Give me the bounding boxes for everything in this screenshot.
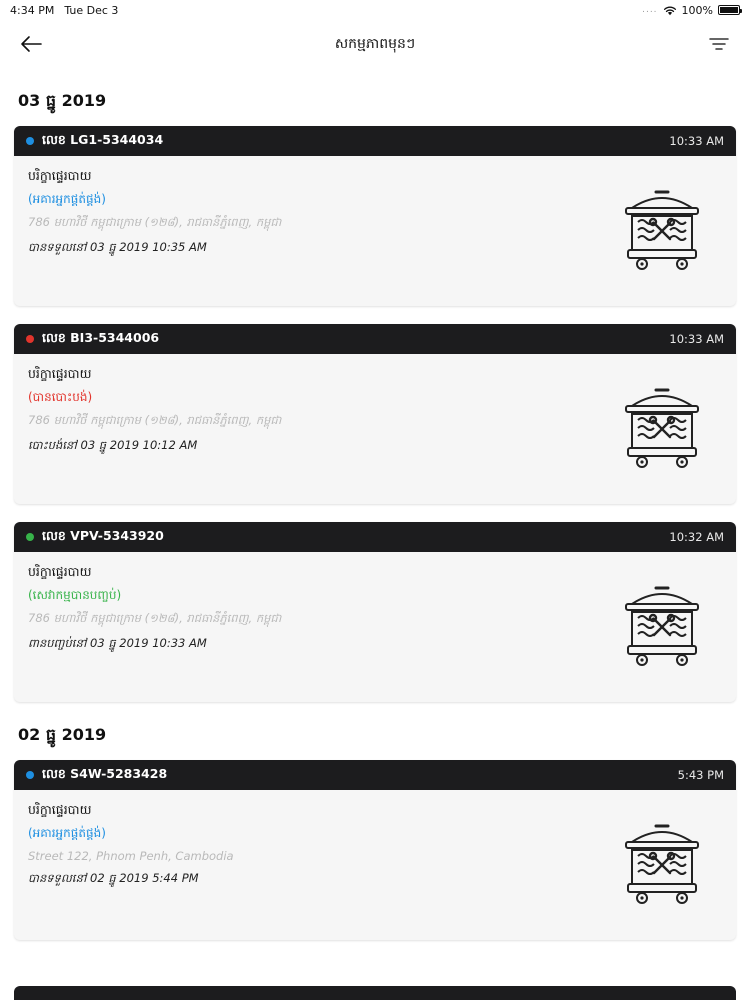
battery-icon	[718, 5, 740, 15]
catering-trolley-icon	[602, 366, 722, 488]
back-arrow-icon[interactable]	[16, 29, 46, 59]
catering-trolley-icon	[602, 168, 722, 290]
service-title: បរិក្ខាផ្ទេរបាយ	[28, 168, 92, 183]
activity-id: លេខ BI3-5344006	[42, 329, 160, 345]
status-time: 4:34 PM	[10, 3, 55, 17]
activity-time: 10:33 AM	[669, 134, 724, 148]
activity-time: 5:43 PM	[677, 768, 724, 782]
catering-trolley-icon	[602, 802, 722, 924]
service-address: Street 122, Phnom Penh, Cambodia	[28, 849, 234, 863]
service-title: បរិក្ខាផ្ទេរបាយ	[28, 366, 92, 381]
activity-card-header	[14, 760, 736, 790]
activity-id: លេខ S4W-5283428	[42, 765, 168, 781]
activity-card[interactable]	[14, 760, 736, 940]
service-meta: ពានបញ្ចប់នៅ 03 ធ្នូ 2019 10:33 AM	[28, 636, 207, 650]
service-address: 786 មហាវិថី កម្ពុជាក្រោម (១២៨), រាជធានីភ្នំពេញ, កម្ពុជា	[28, 611, 282, 625]
status-dots: ....	[642, 5, 658, 15]
status-bar	[0, 0, 750, 20]
activity-card-body	[14, 354, 736, 504]
service-title: បរិក្ខាផ្ទេរបាយ	[28, 564, 92, 579]
service-address: 786 មហាវិថី កម្ពុជាក្រោម (១២៨), រាជធានីភ្នំពេញ, កម្ពុជា	[28, 413, 282, 427]
status-date: Tue Dec 3	[64, 3, 119, 17]
status-dot	[26, 533, 34, 541]
date-header: 03 ធ្នូ 2019	[18, 91, 107, 110]
service-status: (បានបោះបង់)	[28, 390, 93, 404]
activity-card[interactable]	[14, 126, 736, 306]
activity-time: 10:33 AM	[669, 332, 724, 346]
next-card-peek[interactable]	[14, 986, 736, 1000]
service-meta: បោះបង់នៅ 03 ធ្នូ 2019 10:12 AM	[28, 438, 198, 452]
page-title: សកម្មភាពមុនៗ	[334, 35, 416, 52]
service-status: (អគារអ្នកផ្គត់ផ្គង់)	[28, 192, 106, 206]
date-header: 02 ធ្នូ 2019	[18, 725, 107, 744]
activity-list[interactable]	[0, 68, 750, 1000]
catering-trolley-icon	[602, 564, 722, 686]
activity-card-body	[14, 790, 736, 940]
activity-card-header	[14, 324, 736, 354]
battery-percent: 100%	[681, 3, 713, 17]
activity-id: លេខ LG1-5344034	[42, 131, 164, 147]
activity-card-header	[14, 522, 736, 552]
activity-card[interactable]	[14, 522, 736, 702]
navigation-bar	[0, 20, 750, 68]
service-meta: បានទទួលនៅ 03 ធ្នូ 2019 10:35 AM	[28, 240, 207, 254]
status-dot	[26, 137, 34, 145]
service-title: បរិក្ខាផ្ទេរបាយ	[28, 802, 92, 817]
status-dot	[26, 335, 34, 343]
activity-card-header	[14, 126, 736, 156]
activity-id: លេខ VPV-5343920	[42, 527, 164, 543]
status-dot	[26, 771, 34, 779]
activity-card-body	[14, 156, 736, 306]
activity-card-body	[14, 552, 736, 702]
activity-card[interactable]	[14, 324, 736, 504]
service-meta: បានទទួលនៅ 02 ធ្នូ 2019 5:44 PM	[28, 871, 199, 885]
filter-icon[interactable]	[704, 29, 734, 59]
service-status: (អគារអ្នកផ្គត់ផ្គង់)	[28, 826, 106, 840]
wifi-icon	[663, 5, 677, 16]
activity-time: 10:32 AM	[669, 530, 724, 544]
service-address: 786 មហាវិថី កម្ពុជាក្រោម (១២៨), រាជធានីភ្នំពេញ, កម្ពុជា	[28, 215, 282, 229]
service-status: (សេវាកម្មបានបញ្ចប់)	[28, 588, 122, 602]
